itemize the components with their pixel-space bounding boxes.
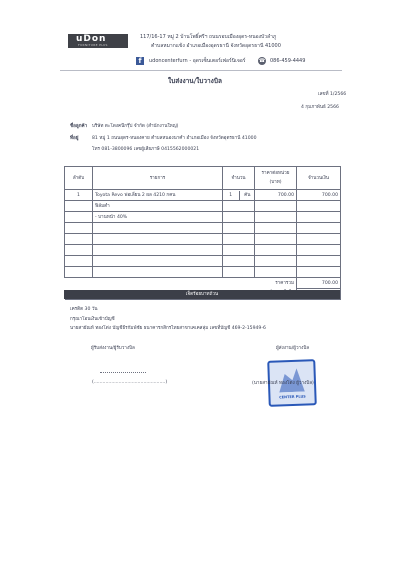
row-number [65, 256, 93, 267]
row-quantity-value: 1 [229, 192, 233, 198]
document-date: 4 กุมภาพันธ์ 2566 [301, 105, 339, 110]
row-amount [297, 234, 341, 245]
table-header-row [65, 167, 341, 190]
col-header-quantity: จำนวน [223, 167, 255, 190]
row-unit-price [255, 212, 297, 223]
table-row [65, 223, 341, 234]
logo-subtitle: FURNITURE PLUS [78, 43, 108, 47]
customer-address-label: ที่อยู่ [70, 136, 79, 141]
row-number: 1 [65, 190, 93, 201]
table-row [65, 212, 341, 223]
logo-wordmark: uDon [76, 34, 107, 44]
company-logo [68, 34, 128, 48]
row-number [65, 234, 93, 245]
customer-name-label: ชื่อลูกค้า [70, 124, 88, 129]
row-description: Toyota Revo ฟอเลี่ยน 2 ผล 4210 กคน [93, 190, 223, 201]
row-description [93, 267, 223, 278]
items-table [64, 166, 341, 300]
customer-address: 81 หมู่ 1 ถนนอุดร-หนองคาย ตำบลหนองนาคำ อำเภอเมือง จังหวัดอุดรธานี 41000 [92, 136, 257, 141]
row-amount [297, 223, 341, 234]
company-phone: 086-459-4449 [270, 58, 306, 64]
row-number [65, 223, 93, 234]
table-row [65, 190, 341, 201]
col-header-description: รายการ [93, 167, 223, 190]
row-amount [297, 201, 341, 212]
payment-note: กรุณาโอนเงินเข้าบัญชี [70, 317, 115, 322]
credit-terms: เครดิต 30 วัน [70, 307, 98, 312]
table-row [65, 267, 341, 278]
row-number [65, 267, 93, 278]
row-quantity [223, 267, 255, 278]
bank-account-info: นายสายัณห์ ทองโต่ง บัญชีธีรกัมพ์ชัย ธนาคารกสิกรไทยสาขาเคเคสลุ่ม เลขที่บัญชี 469-2-15949-6 [70, 326, 266, 331]
row-quantity [223, 190, 255, 201]
subtotal-value: 700.00 [297, 278, 341, 289]
row-amount: 700.00 [297, 190, 341, 201]
header-divider [60, 70, 342, 71]
company-address-line1: 117/16-17 หมู่ 2 บ้านโพธิ์ศรีฯ ถนนรอบเมืองอุดร-หนองบัวลำภู [140, 34, 277, 40]
phone-icon: ☎ [258, 58, 266, 64]
row-amount [297, 212, 341, 223]
row-unit-price [255, 201, 297, 212]
row-description: - บานหน้า 40% [93, 212, 223, 223]
row-description [93, 256, 223, 267]
row-number [65, 245, 93, 256]
row-unit-price: 700.00 [255, 190, 297, 201]
table-row [65, 256, 341, 267]
row-description [93, 234, 223, 245]
row-quantity [223, 201, 255, 212]
facebook-page-label: udoncenterfurn - อุดรเซ็นเตอร์เฟอร์นิเจอร์ [149, 58, 246, 64]
row-description [93, 223, 223, 234]
row-quantity [223, 234, 255, 245]
row-amount [297, 256, 341, 267]
receiver-name-blank: (.................................................) [92, 380, 168, 385]
amount-in-words-bar: เจ็ดร้อยบาทถ้วน [64, 290, 340, 299]
company-address-line2: ตำบลหมากแข้ง อำเภอเมืองอุดรธานี จังหวัดอุดรธานี 41000 [151, 43, 281, 49]
row-description: ฟิล์มดำ [93, 201, 223, 212]
row-amount [297, 245, 341, 256]
issuer-signature-label: ผู้ส่งงาน/ผู้วางบิล [276, 346, 310, 351]
stamp-label: CENTER PLUS [279, 394, 306, 400]
subtotal-label: ราคารวม [65, 278, 297, 289]
stamp-emblem-icon [275, 366, 306, 393]
col-header-unit-price: ราคาต่อหน่วย (บาท) [255, 167, 297, 190]
table-row [65, 234, 341, 245]
row-quantity [223, 256, 255, 267]
facebook-icon: f [136, 57, 144, 65]
row-quantity [223, 223, 255, 234]
row-number [65, 201, 93, 212]
row-unit-price [255, 256, 297, 267]
row-unit: คัน [239, 191, 255, 200]
customer-contact: โทร 081-3800096 เลขผู้เสียภาษี 0415562000021 [92, 147, 200, 152]
customer-name: บริษัท ตะโดงคนึกรุ๊ป จำกัด (สำนักงานใหญ่) [92, 124, 179, 129]
issuer-name: (นายสายัณห์ ทองโต่ง ผู้วางบิล) [252, 381, 314, 386]
row-amount [297, 267, 341, 278]
row-quantity [223, 245, 255, 256]
table-row [65, 245, 341, 256]
row-quantity [223, 212, 255, 223]
row-unit-price [255, 267, 297, 278]
subtotal-row [65, 278, 341, 289]
row-description [93, 245, 223, 256]
receiver-signature-label: ผู้รับส่งงาน/ผู้รับวางบิล [91, 346, 135, 351]
document-number: เลขที่ 1/2566 [318, 92, 347, 97]
col-header-no: ลำดับ [65, 167, 93, 190]
row-unit-price [255, 234, 297, 245]
col-header-amount: จำนวนเงิน [297, 167, 341, 190]
receiver-signature-line [100, 372, 146, 373]
row-unit-price [255, 245, 297, 256]
row-unit-price [255, 223, 297, 234]
document-title: ใบส่งงาน/ใบวางบิล [168, 77, 222, 85]
table-row [65, 201, 341, 212]
row-number [65, 212, 93, 223]
